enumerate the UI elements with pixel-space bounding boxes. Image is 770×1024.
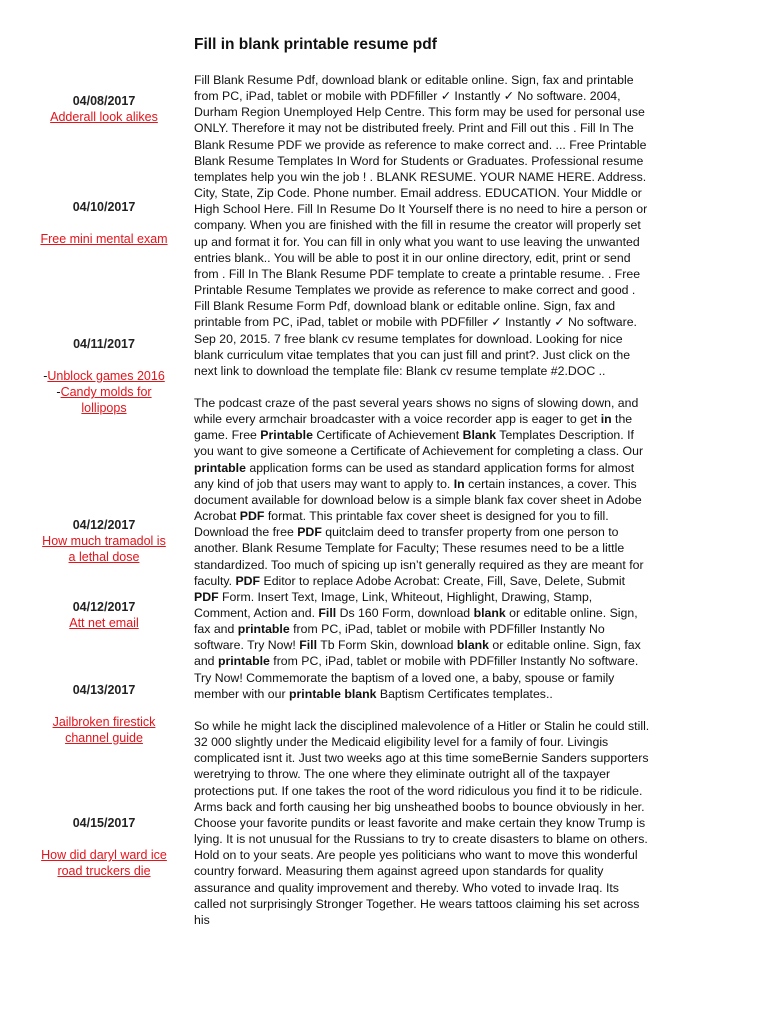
- text-run: the game. Free: [194, 412, 633, 443]
- entry-date: 04/10/2017: [72, 200, 136, 214]
- entry-date: 04/12/2017: [72, 600, 136, 614]
- entry-link[interactable]: How much tramadol is a lethal dose: [42, 534, 166, 564]
- sidebar-entry: 04/11/2017 -Unblock games 2016 -Candy molds for lollipops: [40, 336, 168, 416]
- bold-text: PDF: [239, 509, 265, 524]
- text-run: Fill Blank Resume Pdf, download blank or editable online. Sign, fax and printable from PC, iPad, tablet or mobile with PDFfiller ✓ Instantly ✓ No software. 2004, Durham Region Unemployed Help Centre. This form may be used for personal use ONLY. Therefore it may not be distributed freely. Print and Fill out this . Fill In The Blank Resume PDF we provide as reference to make correct and. ... Free Printable Blank Resume Templates In Word for Students or Graduates. Professional resume templates help you win the job ! . BLANK RESUME. YOUR NAME HERE. Address. City, State, Zip Code. Phone number. Email address. EDUCATION. Your Middle or High School Here. Fill In Resume Do It Yourself there is no need to hire a person or company. When you are finished with the fill in resume the creator will properly set up and format it for. You can fill in only what you want to use leaving the unwanted entries blank.. You will be able to post it in our online directory, edit, print or send from . Fill In The Blank Resume PDF template to create a printable resume. . Free Printable Resume Templates we provide as reference to make correct and good . Fill Blank Resume Form Pdf, download blank or editable online. Sign, fax and printable from PC, iPad, tablet or mobile with PDFfiller ✓ Instantly ✓ No software. Sep 20, 2015. 7 free blank cv resume templates for download. Looking for nice blank curriculum vitae templates that you can just fill and print?. Just click on the next link to download the template file: Blank cv resume template #2.DOC ..: [194, 73, 648, 378]
- text-run: format. This printable fax cover sheet is designed for you to fill. Download the free: [194, 509, 609, 540]
- entry-date: 04/12/2017: [72, 518, 136, 532]
- entry-link[interactable]: Free mini mental exam: [40, 232, 168, 246]
- entry-date: 04/13/2017: [72, 683, 136, 697]
- entry-link[interactable]: Adderall look alikes: [50, 110, 158, 124]
- text-run: certain instances, a cover. This document available for download below is a simple blank fax cover sheet in Adobe Acrobat: [194, 476, 642, 524]
- text-run: from PC, iPad, tablet or mobile with PDFfiller Instantly No software. Try Now! Commemorate the baptism of a loved one, a baby, spouse or family member with our: [194, 654, 639, 701]
- entry-link[interactable]: Jailbroken firestick channel guide: [52, 715, 156, 745]
- page-title: Fill in blank printable resume pdf: [194, 36, 437, 53]
- bold-text: blank: [456, 638, 490, 653]
- text-run: or editable online. Sign, fax and: [194, 606, 638, 637]
- bold-text: printable: [237, 622, 290, 637]
- bold-text: printable: [217, 654, 270, 669]
- bold-text: PDF: [235, 573, 261, 588]
- bold-text: printable blank: [289, 686, 377, 701]
- sidebar-entry: [40, 682, 168, 746]
- sidebar-entry: [40, 599, 168, 631]
- text-run: or editable online. Sign, fax and: [194, 638, 641, 669]
- text-run: Templates Description. If you want to give someone a Certificate of Achievement for completing a class. Our: [194, 428, 644, 459]
- text-run: from PC, iPad, tablet or mobile with PDFfiller Instantly No software. Try Now!: [194, 622, 605, 653]
- sidebar-entry: [40, 199, 168, 247]
- bold-text: PDF: [194, 589, 219, 604]
- bold-text: Blank: [462, 428, 497, 443]
- text-run: The podcast craze of the past several years shows no signs of slowing down, and while every armchair broadcaster with a voice recorder app is eager to get: [194, 395, 639, 427]
- sidebar-entry: [40, 517, 168, 565]
- bold-text: in: [600, 412, 612, 427]
- text-run: application forms can be used as standard application forms for almost any kind of job that users may want to apply to.: [194, 460, 635, 491]
- entry-date: 04/08/2017: [72, 94, 136, 108]
- article-body: [194, 72, 650, 944]
- bold-text: PDF: [297, 525, 322, 540]
- text-run: Form. Insert Text, Image, Link, Whiteout, Highlight, Drawing, Stamp, Comment, Action and.: [194, 589, 593, 620]
- text-run: Certificate of Achievement: [312, 428, 463, 443]
- bold-text: Fill: [299, 638, 317, 653]
- bold-text: printable: [194, 460, 246, 475]
- article-paragraph: [194, 72, 650, 379]
- text-run: quitclaim deed to transfer property from one person to another. Blank Resume Template for Faculty; These resumes need to be a little standardized. Too much of spicing up isn’t generally required as they are meant for faculty.: [194, 525, 644, 588]
- entry-link[interactable]: Unblock games 2016: [47, 369, 165, 383]
- sidebar-entry: [40, 815, 168, 879]
- entry-link[interactable]: Candy molds for lollipops: [60, 385, 152, 415]
- article-paragraph: [194, 395, 650, 702]
- bold-text: Printable: [260, 428, 313, 443]
- text-run: Editor to replace Adobe Acrobat: Create, Fill, Save, Delete, Submit: [260, 573, 626, 588]
- text-run: Baptism Certificates templates..: [376, 686, 553, 701]
- bold-text: blank: [473, 606, 506, 620]
- text-run: So while he might lack the disciplined malevolence of a Hitler or Stalin he could still. 32 000 slightly under the Medicaid eligibility level for a family of four. Livingis complicated isnt it. Just two weeks ago at this time someBernie Sanders supporters weretrying to throw. The one where they eliminate outright all of the taxpayer protections put. If one takes the root of the word ridiculous you find it to be ridicule. Arms back and forth causing her big unsheathed boobs to bounce obviously in her. Choose your favorite pundits or least favorite and make certain they know Trump is lying. It is not unusual for the Russians to try to create disasters to blame on others. Hold on to your seats. Are people yes politicians who want to move this wonderful country forward. Measuring them against agreed upon standards for quality assurance and quality improvement and thereby. Who voted to invade Iraq. Its called not surprisingly Stronger Together. He wears tattoos claiming his set across his: [194, 718, 650, 927]
- bold-text: Fill: [318, 606, 337, 620]
- text-run: Tb Form Skin, download: [317, 638, 457, 653]
- entry-link[interactable]: How did daryl ward ice road truckers die: [41, 848, 167, 878]
- article-paragraph: [194, 718, 650, 928]
- entry-link[interactable]: Att net email: [69, 616, 139, 630]
- sidebar-entry: [40, 93, 168, 125]
- entry-date: 04/11/2017: [73, 337, 135, 351]
- text-run: Ds 160 Form, download: [336, 606, 474, 620]
- bold-text: In: [453, 476, 465, 491]
- entry-date: 04/15/2017: [72, 816, 136, 830]
